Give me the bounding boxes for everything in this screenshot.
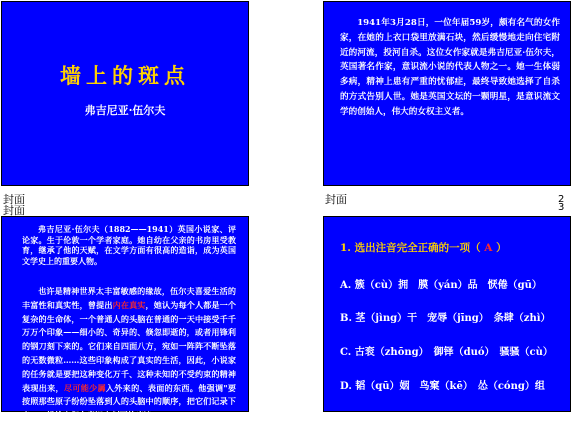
question-suffix: ） [496,242,507,254]
slide-2-number: 2 [558,194,565,205]
option-d: D. 韬（qū）姻 鸟窠（kē） 怂（cóng）组 [340,381,545,392]
paragraph-text: ，她认为每个人都是一个复杂的生命体，一个普通人的头脑在普通的一天中接受千千万万个印象——细小的、奇异的、倏忽即逝的，或者用锋利的钢刀刻下来的。它们来自四面八方，宛如一阵阵不断坠落的无数微粒……这些印象构成了真实的生活，因此，小说家的任务就是要把这种变化万千、这种未知的不受约束的精神表现出来， [22,299,236,393]
slide-title: 墙上的斑点 [60,63,190,88]
question-text [340,240,507,255]
slide-2[interactable] [323,1,571,186]
slide-3[interactable] [1,216,249,421]
slide-1[interactable] [1,1,249,186]
answer-text: A [480,242,497,254]
slide-paragraph-2 [22,285,236,423]
slide-3-label: 封面 [3,204,25,217]
paragraph-text: 也许是精神世界太丰富敏感的缘故，伍尔夫喜爱生活的丰富性和真实性，曾提出 [22,286,236,310]
slide-paragraph-1: 弗吉尼亚·伍尔夫（1882——1941）英国小说家、评论家。生于伦敦一个学者家庭。她自幼在父亲的书房里受教育，继承了他的天赋，在文学方面有很高的造诣，成为英国文学史上的重要人物。 [22,224,236,266]
slide-2-label: 封面 [325,193,347,206]
option-a: A. 簇（cù）拥 膜（yán）品 恹倦（gū） [340,280,542,291]
question-prefix: 1. 选出注音完全正确的一项（ [340,242,481,254]
highlight-text: 尽可能少羼 [63,382,106,393]
slide-4-number: 3 [558,202,565,213]
slide-4[interactable] [323,216,571,412]
slide-1-label: 封面 [3,193,25,206]
slide-author: 弗吉尼亚·伍尔夫 [84,104,166,117]
option-b: B. 茎（jìng）干 宠辱（jīng） 条肆（zhì） [340,313,551,324]
option-c: C. 古衮（zhōng） 御铎（duó） 骚骚（cù） [340,347,553,358]
paragraph-text: 入外来的、表面的东西。他强调"要按照那些原子纷纷坠落到人的头脑中的顺序，把它们记录下来"，"描绘它们在意识中刻下的痕迹"。 [22,382,236,421]
slide-paragraph: 1941年3月28日，一位年届59岁，颇有名气的女作家，在她的上衣口袋里放满石块，然后缓慢地走向住宅附近的河流，投河自杀。这位女作家就是弗吉尼亚·伍尔夫，英国著名作家，意识流小说的代表人物之一。她一生体弱多病，精神上患有严重的忧郁症，最终导致她选择了自杀的方式告别人世。她是英国文坛的一颗明星，是意识流文学的创始人，伟大的女权主义者。 [340,18,560,117]
highlight-text: 内在真实 [112,299,146,310]
